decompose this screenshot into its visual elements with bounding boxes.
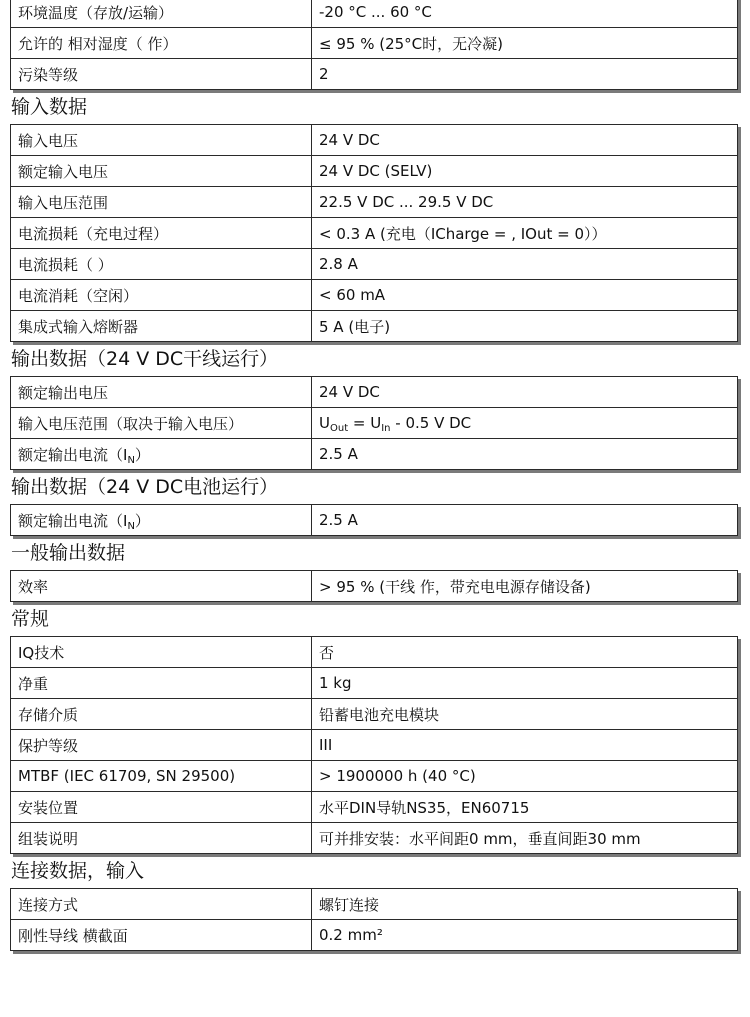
table-row — [11, 0, 738, 28]
table-row — [11, 505, 738, 536]
row-value: 2.8 A — [312, 249, 738, 280]
row-label: 额定输出电流$(I_N)$ — [11, 505, 312, 536]
row-label: 组装说明 — [11, 823, 312, 854]
row-label: 环境温度（存放/运输） — [11, 0, 312, 28]
row-label: MTBF (IEC 61709, SN 29500) — [11, 761, 312, 792]
row-label: 允许的 相对湿度（ 作） — [11, 28, 312, 59]
spec-table-output-mains — [10, 376, 738, 470]
table-row — [11, 156, 738, 187]
row-label: 输入电压范围（取决于输入电压） — [11, 408, 312, 439]
table-row — [11, 28, 738, 59]
spec-table-general — [10, 636, 738, 854]
row-label: IQ技术 — [11, 637, 312, 668]
table-row — [11, 280, 738, 311]
row-value: 2.5 A — [312, 439, 738, 470]
row-value: 0.2 mm² — [312, 920, 738, 951]
row-value: III — [312, 730, 738, 761]
table-row — [11, 377, 738, 408]
row-value: 22.5 V DC ... 29.5 V DC — [312, 187, 738, 218]
table-row — [11, 59, 738, 90]
row-label: 保护等级 — [11, 730, 312, 761]
row-value: ≤ 95 % (25°C时，无冷凝) — [312, 28, 738, 59]
row-value: 24 V DC (SELV) — [312, 156, 738, 187]
row-label: 输入电压 — [11, 125, 312, 156]
section-title-output-mains: 输出数据（24 V DC干线运行） — [11, 348, 279, 370]
table-row — [11, 125, 738, 156]
row-value: 24 V DC — [312, 377, 738, 408]
row-value: 否 — [312, 637, 738, 668]
row-label: 效率 — [11, 571, 312, 602]
spec-table-connection-input — [10, 888, 738, 951]
table-row — [11, 249, 738, 280]
row-value: 可并排安装：水平间距0 mm，垂直间距30 mm — [312, 823, 738, 854]
section-title-input-data: 输入数据 — [11, 96, 88, 118]
table-row — [11, 637, 738, 668]
table-row — [11, 439, 738, 470]
row-label: 净重 — [11, 668, 312, 699]
section-title-general: 常规 — [11, 608, 50, 630]
row-label: 电流损耗（ ） — [11, 249, 312, 280]
spec-table-input-data — [10, 124, 738, 342]
row-value: < 0.3 A (充电（ICharge = , IOut = 0）） — [312, 218, 738, 249]
table-row — [11, 761, 738, 792]
section-title-general-output: 一般输出数据 — [11, 542, 126, 564]
row-value: 2 — [312, 59, 738, 90]
row-label: 额定输入电压 — [11, 156, 312, 187]
table-row — [11, 889, 738, 920]
table-row — [11, 823, 738, 854]
table-row — [11, 218, 738, 249]
table-row — [11, 699, 738, 730]
row-label: 集成式输入熔断器 — [11, 311, 312, 342]
row-value: > 1900000 h (40 °C) — [312, 761, 738, 792]
table-row — [11, 668, 738, 699]
row-value: $U_{Out} = U_{In} - 0.5$ V DC — [312, 408, 738, 439]
table-row — [11, 792, 738, 823]
table-row — [11, 730, 738, 761]
table-row — [11, 571, 738, 602]
table-row — [11, 311, 738, 342]
row-label: 连接方式 — [11, 889, 312, 920]
row-label: 电流损耗（充电过程） — [11, 218, 312, 249]
section-title-connection-input: 连接数据，输入 — [11, 860, 145, 882]
row-value: 1 kg — [312, 668, 738, 699]
spec-table-environment — [10, 0, 738, 90]
row-label: 安装位置 — [11, 792, 312, 823]
table-row — [11, 187, 738, 218]
row-label: 额定输出电压 — [11, 377, 312, 408]
row-value: < 60 mA — [312, 280, 738, 311]
table-row — [11, 920, 738, 951]
row-value: > 95 % (干线 作，带充电电源存储设备) — [312, 571, 738, 602]
section-title-output-battery: 输出数据（24 V DC电池运行） — [11, 476, 279, 498]
row-label: 额定输出电流$(I_N)$ — [11, 439, 312, 470]
row-value: 螺钉连接 — [312, 889, 738, 920]
row-value: 2.5 A — [312, 505, 738, 536]
row-value: 铅蓄电池充电模块 — [312, 699, 738, 730]
spec-table-output-battery — [10, 504, 738, 536]
row-label: 输入电压范围 — [11, 187, 312, 218]
row-value: 水平DIN导轨NS35，EN60715 — [312, 792, 738, 823]
row-label: 污染等级 — [11, 59, 312, 90]
spec-table-general-output — [10, 570, 738, 602]
row-label: 存储介质 — [11, 699, 312, 730]
row-label: 电流消耗（空闲） — [11, 280, 312, 311]
row-value: 24 V DC — [312, 125, 738, 156]
row-value: 5 A (电子) — [312, 311, 738, 342]
table-row — [11, 408, 738, 439]
row-label: 刚性导线 横截面 — [11, 920, 312, 951]
row-value: -20 °C ... 60 °C — [312, 0, 738, 28]
